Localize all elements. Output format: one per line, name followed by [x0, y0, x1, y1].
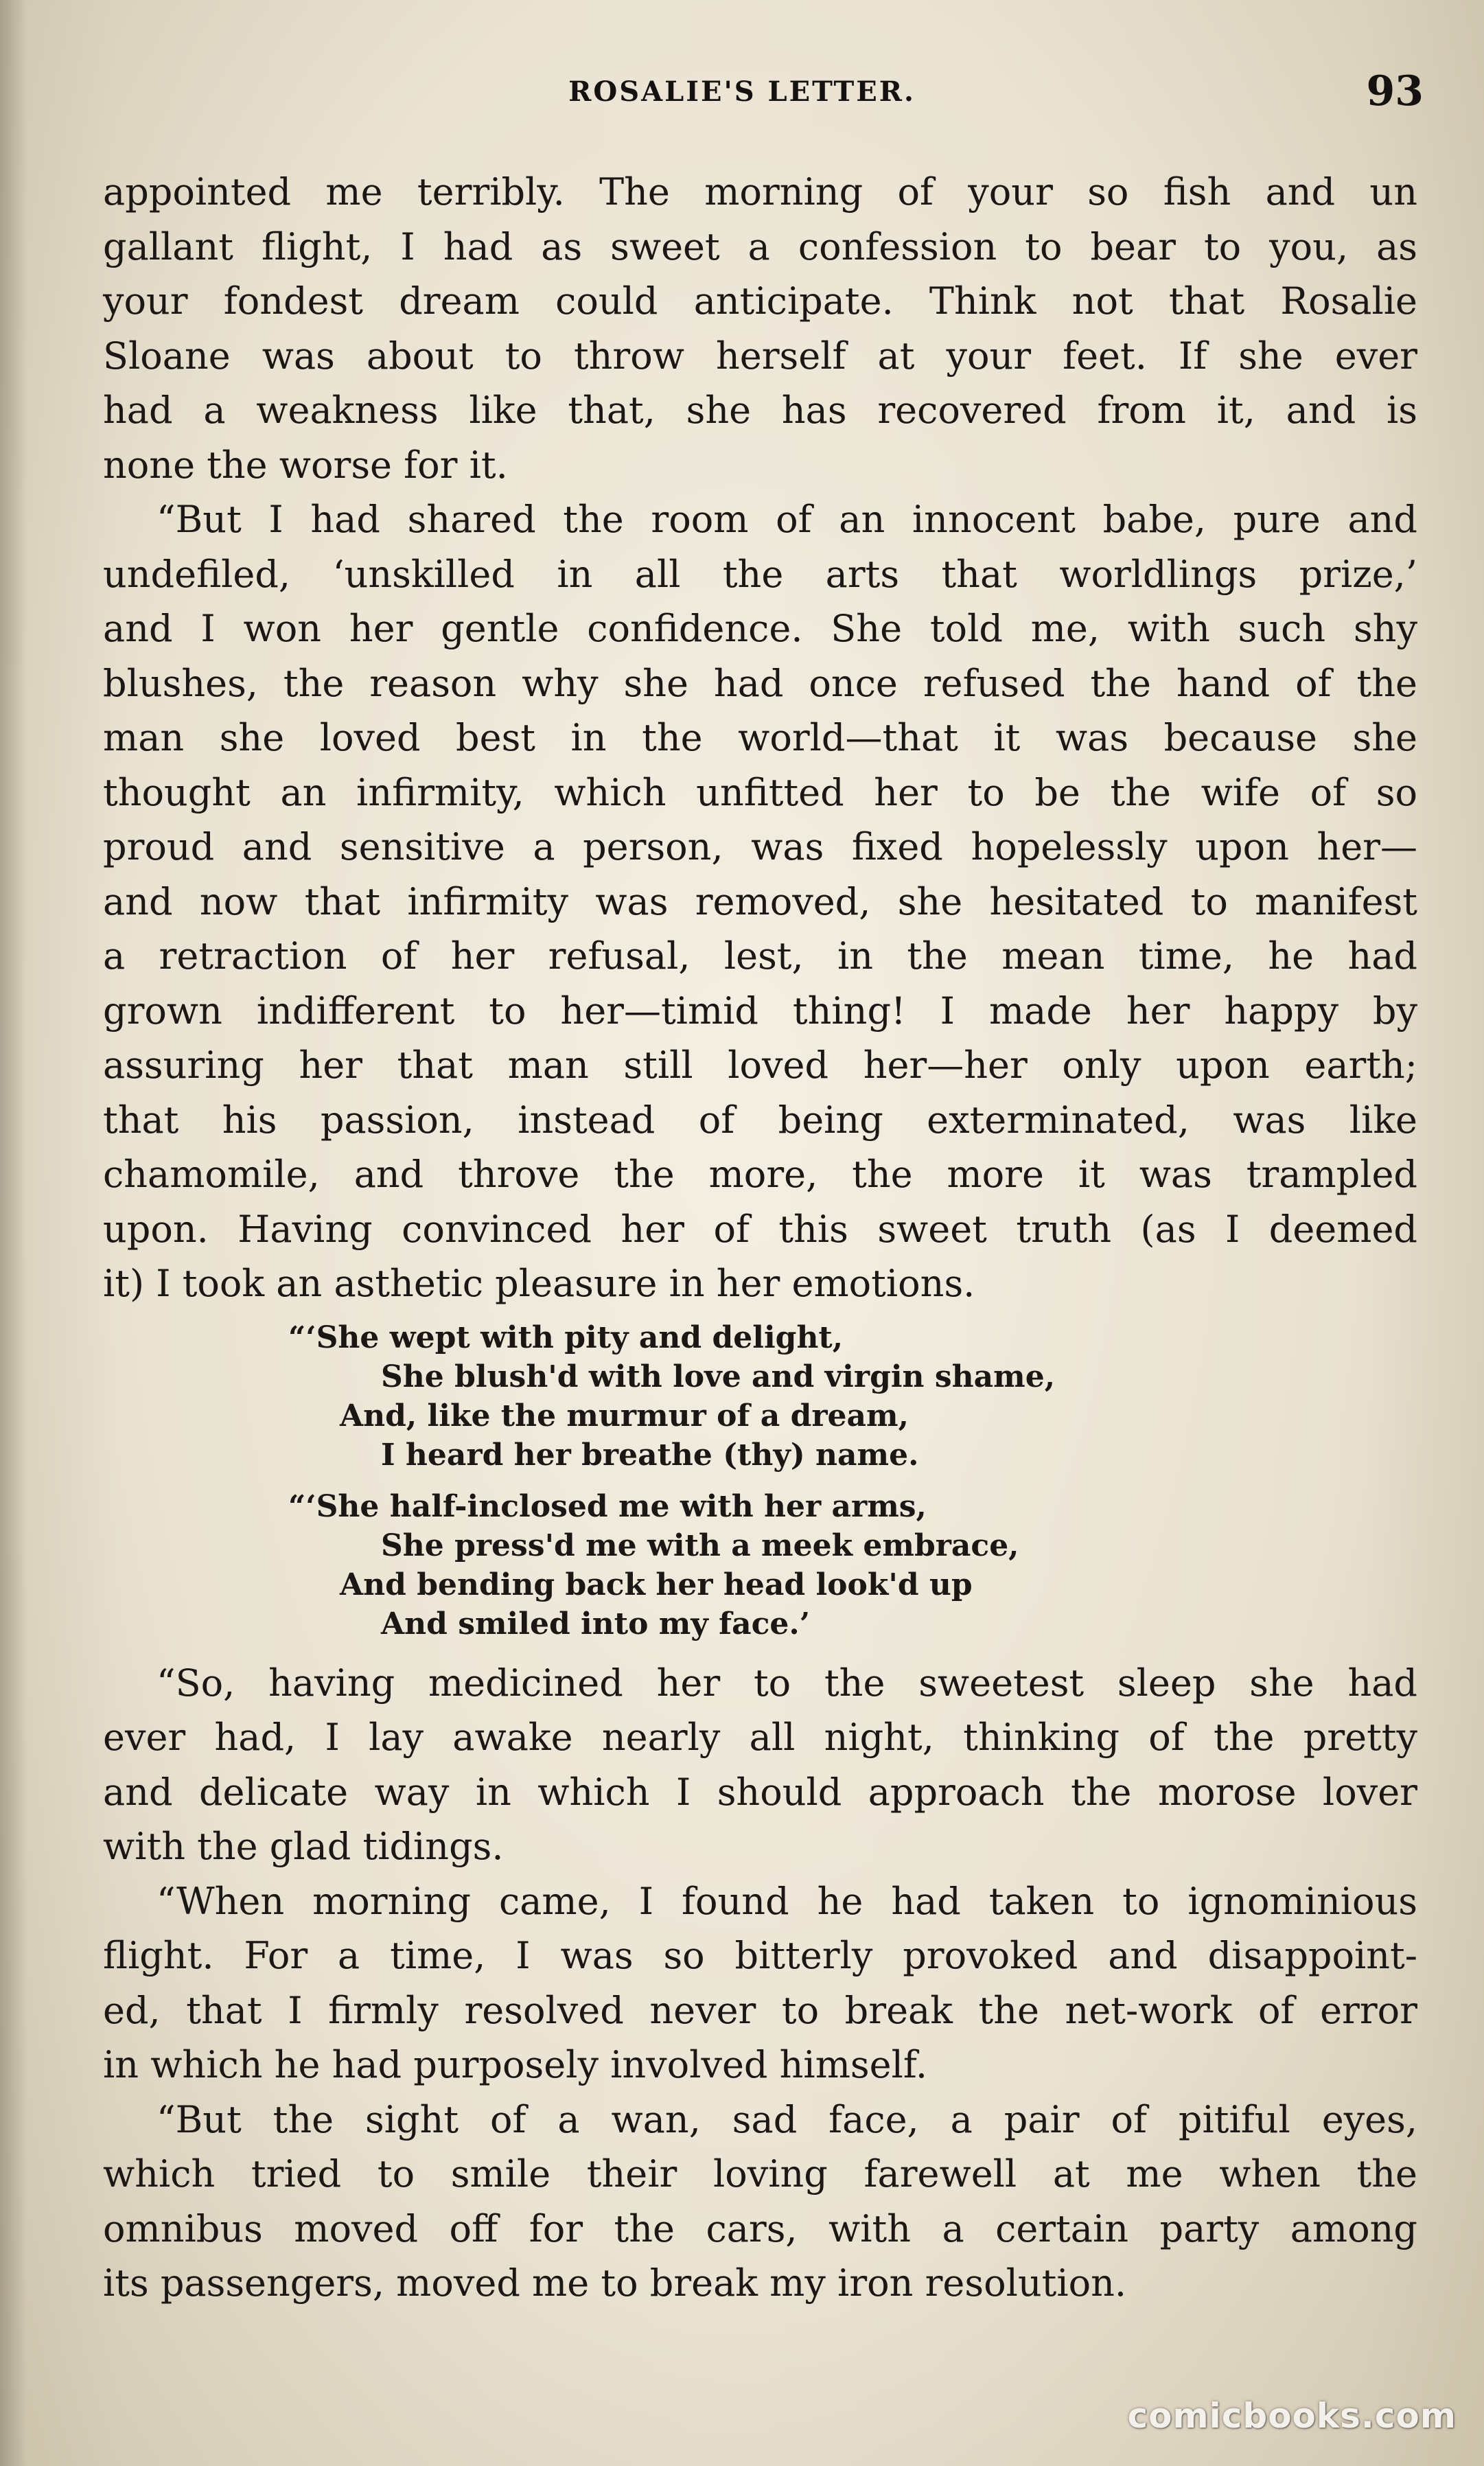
text-line: and delicate way in which I should approach the morose lover: [103, 1770, 1417, 1814]
verse-line: And smiled into my face.’: [381, 1606, 811, 1641]
watermark: comicbooks.com: [1127, 2396, 1457, 2436]
text-line: a retraction of her refusal, lest, in the mean time, he had: [103, 934, 1417, 978]
text-line: blushes, the reason why she had once refused the hand of the: [103, 661, 1417, 705]
verse-line: I heard her breathe (thy) name.: [381, 1437, 919, 1473]
text-line: chamomile, and throve the more, the more it was trampled: [103, 1153, 1417, 1196]
verse-line: And bending back her head look'd up: [340, 1567, 973, 1602]
text-line: none the worse for it.: [103, 443, 508, 487]
text-line: gallant flight, I had as sweet a confession to bear to you, as: [103, 224, 1417, 268]
text-line: “When morning came, I found he had taken to ignominious: [156, 1879, 1417, 1923]
text-line: grown indifferent to her—timid thing! I made her happy by: [103, 989, 1417, 1033]
verse-line: “‘She wept with pity and delight,: [288, 1320, 844, 1355]
text-line: that his passion, instead of being exterminated, was like: [103, 1098, 1417, 1142]
paragraph-5: [103, 2093, 1417, 2311]
paragraph-1: [103, 165, 1417, 492]
text-line: thought an infirmity, which unfitted her to be the wife of so: [103, 770, 1417, 814]
page-number: 93: [1366, 67, 1424, 115]
verse-quotation: [103, 1318, 1417, 1644]
text-line: upon. Having convinced her of this sweet truth (as I deemed: [103, 1207, 1417, 1251]
text-line: it) I took an asthetic pleasure in her emotions.: [103, 1262, 975, 1305]
text-line: assuring her that man still loved her—her only upon earth;: [103, 1044, 1417, 1087]
text-line: with the glad tidings.: [103, 1825, 504, 1868]
body-text: [103, 165, 1417, 2311]
spine-shadow: [0, 0, 27, 2466]
paragraph-3: [103, 1656, 1417, 1874]
verse-stanza-2: [103, 1487, 1417, 1644]
paragraph-4: [103, 1874, 1417, 2093]
text-line: your fondest dream could anticipate. Think not that Rosalie: [103, 279, 1417, 323]
verse-stanza-1: [103, 1318, 1417, 1475]
verse-line: And, like the murmur of a dream,: [340, 1398, 909, 1433]
text-line: “But I had shared the room of an innocent babe, pure and: [156, 498, 1417, 541]
running-head: [0, 67, 1484, 122]
text-line: and I won her gentle confidence. She told me, with such shy: [103, 607, 1417, 650]
text-line: “So, having medicined her to the sweetest sleep she had: [156, 1661, 1417, 1705]
text-line: omnibus moved off for the cars, with a certain party among: [103, 2206, 1417, 2250]
text-line: ed, that I firmly resolved never to break the net-work of error: [103, 1988, 1417, 2032]
verse-line: “‘She half-inclosed me with her arms,: [288, 1488, 927, 1524]
paragraph-2: [103, 492, 1417, 1311]
verse-line: She press'd me with a meek embrace,: [381, 1528, 1019, 1563]
text-line: and now that infirmity was removed, she hesitated to manifest: [103, 879, 1417, 923]
text-line: undefiled, ‘unskilled in all the arts that worldlings prize,’: [103, 552, 1417, 596]
text-line: in which he had purposely involved himself.: [103, 2043, 928, 2086]
running-title: ROSALIE'S LETTER.: [568, 76, 916, 108]
text-line: “But the sight of a wan, sad face, a pair of pitiful eyes,: [156, 2097, 1417, 2141]
text-line: had a weakness like that, she has recovered from it, and is: [103, 389, 1417, 432]
verse-line: She blush'd with love and virgin shame,: [381, 1359, 1056, 1394]
text-line: proud and sensitive a person, was fixed hopelessly upon her—: [103, 825, 1417, 868]
text-line: which tried to smile their loving farewell at me when the: [103, 2152, 1417, 2196]
text-line: its passengers, moved me to break my iron resolution.: [103, 2261, 1127, 2305]
text-line: appointed me terribly. The morning of your so fish and un: [103, 170, 1417, 214]
text-line: ever had, I lay awake nearly all night, thinking of the pretty: [103, 1716, 1417, 1759]
text-line: man she loved best in the world—that it was because she: [103, 716, 1417, 759]
text-line: Sloane was about to throw herself at your feet. If she ever: [103, 334, 1417, 378]
text-line: flight. For a time, I was so bitterly provoked and disappoint-: [103, 1934, 1417, 1977]
